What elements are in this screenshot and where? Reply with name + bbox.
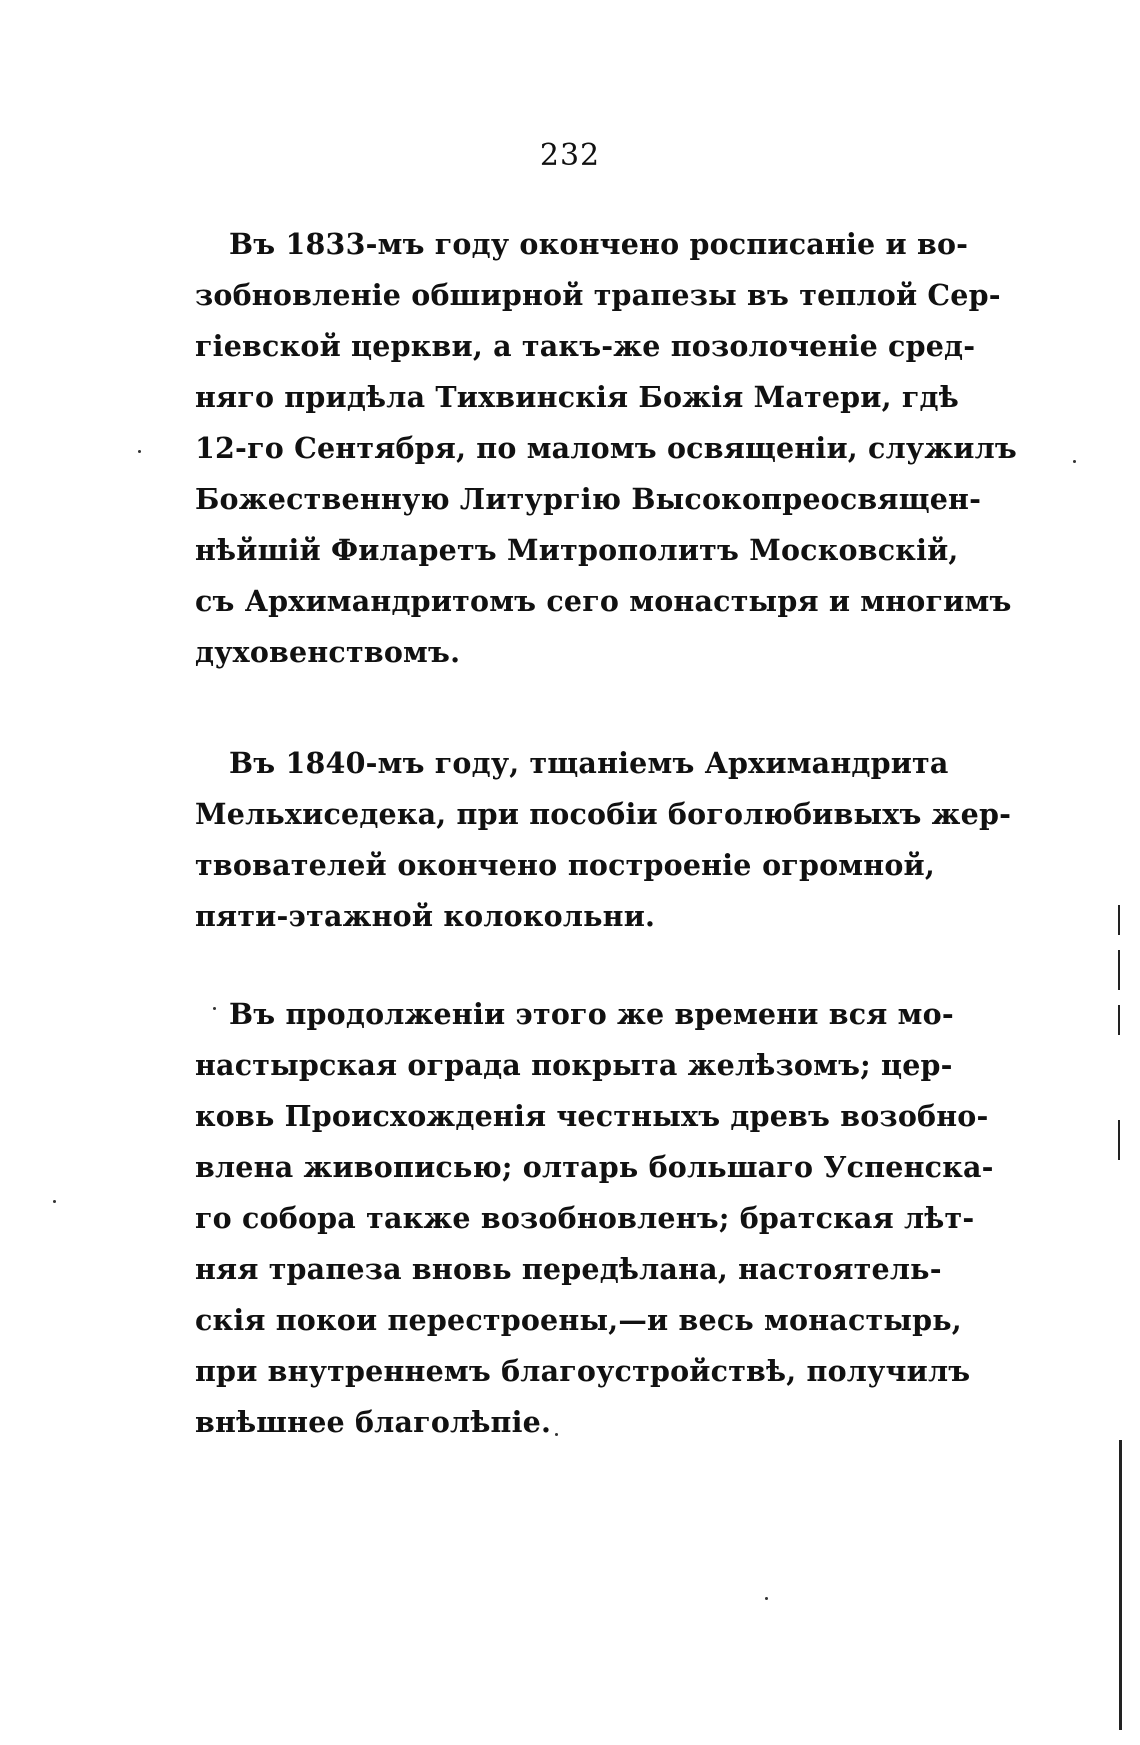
- text-line: няго придѣла Тихвинскія Божія Матери, гдѣ: [195, 380, 959, 414]
- paragraph-3: [195, 989, 994, 1448]
- text-line: Въ продолженіи этого же времени вся мо-: [229, 997, 954, 1031]
- page-number: 232: [539, 138, 601, 173]
- text-line: духовенствомъ.: [195, 635, 461, 669]
- text-line: твователей окончено построеніе огромной,: [195, 848, 935, 882]
- scan-edge-mark: [1119, 1440, 1122, 1730]
- scan-speck: [138, 450, 141, 453]
- scan-edge-mark: [1118, 1120, 1120, 1160]
- scan-speck: [765, 1597, 768, 1600]
- text-line: Божественную Литургію Высокопреосвящен-: [195, 482, 982, 516]
- text-line: 12-го Сентября, по маломъ освященіи, служилъ: [195, 431, 1017, 465]
- text-line: зобновленіе обширной трапезы въ теплой Сер-: [195, 278, 1001, 312]
- text-line: Мельхиседека, при пособіи боголюбивыхъ жер-: [195, 797, 1012, 831]
- text-line: съ Архимандритомъ сего монастыря и многимъ: [195, 584, 1012, 618]
- scan-speck: [53, 1200, 56, 1203]
- scan-speck: [1073, 460, 1076, 463]
- scan-speck: [555, 1433, 558, 1436]
- text-line: няя трапеза вновь передѣлана, настоятель-: [195, 1252, 942, 1286]
- text-line: гіевской церкви, а такъ-же позолоченіе сред-: [195, 329, 976, 363]
- paragraph-1: [195, 219, 1017, 678]
- text-line: внѣшнее благолѣпіе.: [195, 1405, 552, 1439]
- text-line: при внутреннемъ благоустройствѣ, получилъ: [195, 1354, 971, 1388]
- text-line: нѣйшій Филаретъ Митрополитъ Московскій,: [195, 533, 959, 567]
- scan-edge-mark: [1118, 1005, 1120, 1035]
- paragraph-2: [195, 738, 1012, 942]
- text-line: настырская ограда покрыта желѣзомъ; цер-: [195, 1048, 953, 1082]
- text-line: Въ 1833-мъ году окончено росписаніе и во-: [229, 227, 969, 261]
- scan-edge-mark: [1118, 950, 1120, 990]
- scan-edge-mark: [1118, 905, 1120, 935]
- text-line: го собора также возобновленъ; братская лѣт-: [195, 1201, 975, 1235]
- text-line: пяти-этажной колокольни.: [195, 899, 656, 933]
- text-line: Въ 1840-мъ году, тщаніемъ Архимандрита: [229, 746, 949, 780]
- text-line: скія покои перестроены,—и весь монастырь,: [195, 1303, 962, 1337]
- text-line: влена живописью; олтарь большаго Успенска-: [195, 1150, 994, 1184]
- scan-speck: [213, 1007, 216, 1010]
- text-line: ковь Происхожденія честныхъ древъ возобно-: [195, 1099, 989, 1133]
